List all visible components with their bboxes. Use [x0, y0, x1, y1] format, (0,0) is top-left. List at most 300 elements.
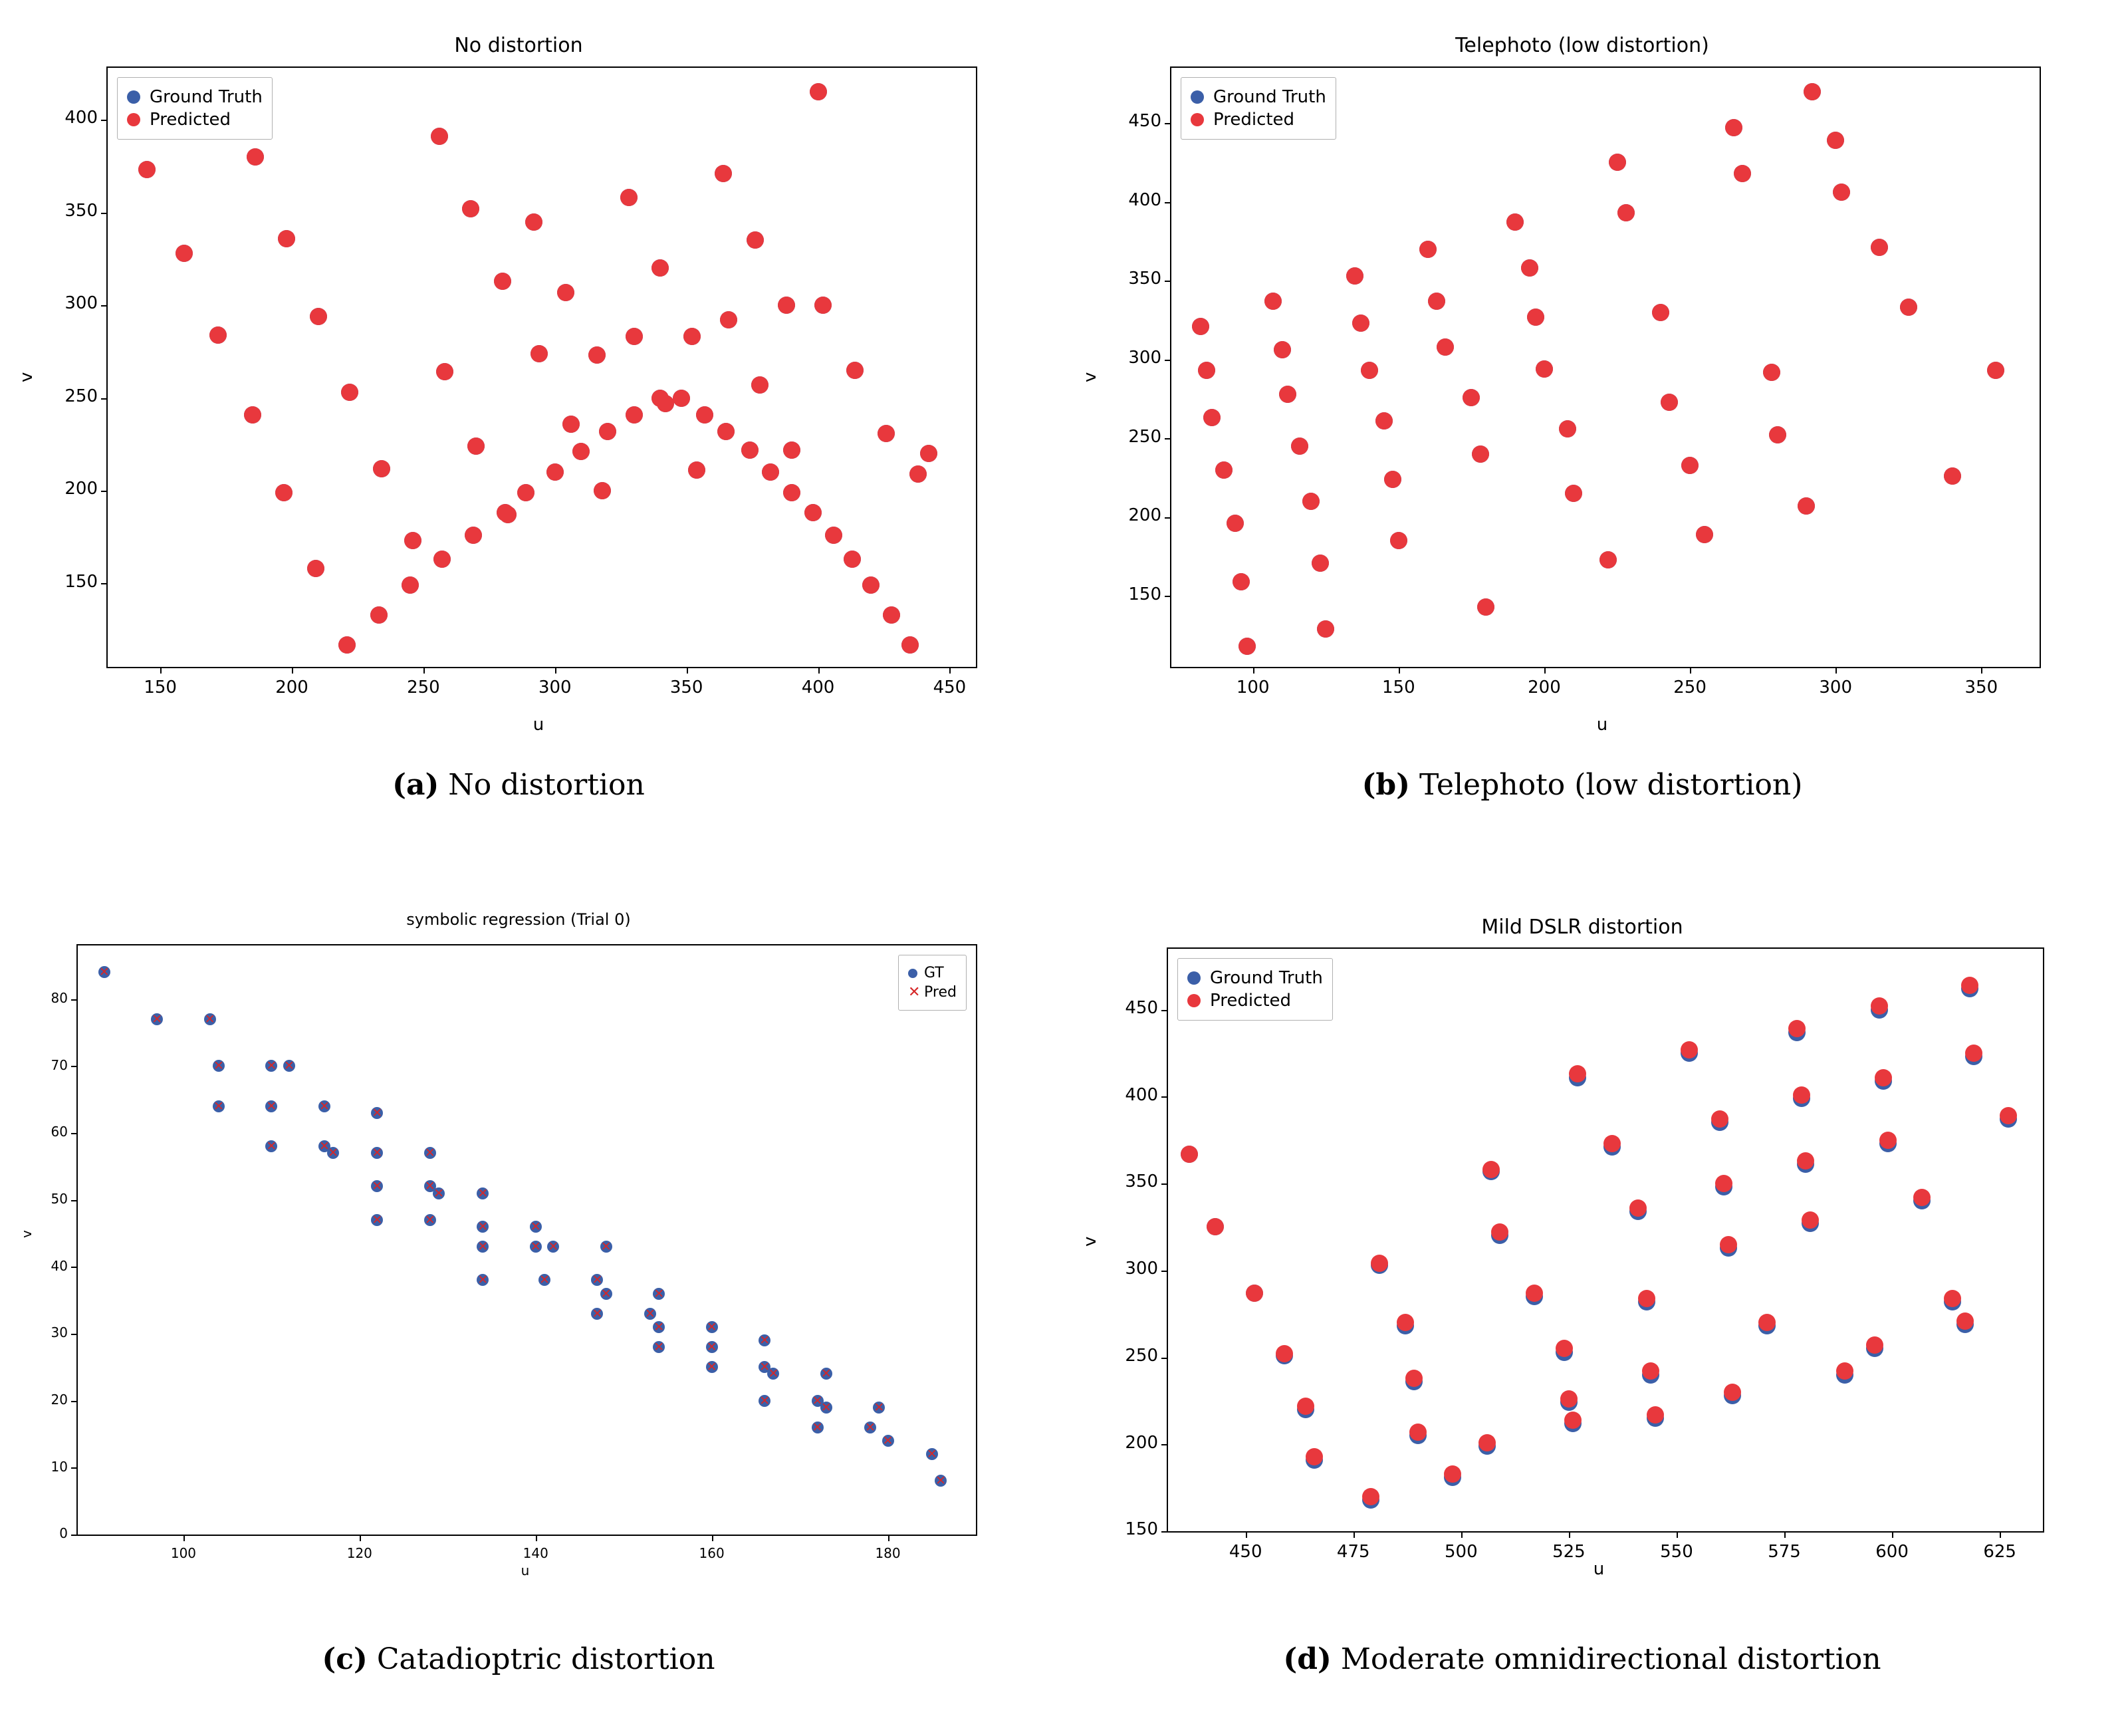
- data-point: [209, 326, 227, 344]
- data-point: [1384, 471, 1401, 488]
- panel-b: [1064, 0, 2101, 858]
- data-point: [1192, 318, 1209, 335]
- y-tick-label: 450: [1125, 997, 1158, 1018]
- y-tick-label: 350: [1125, 1172, 1158, 1192]
- data-point: ✕: [328, 1146, 339, 1161]
- y-tick-label: 250: [1125, 1345, 1158, 1366]
- caption-c: [0, 1642, 1037, 1676]
- y-tick-label: 0: [59, 1525, 68, 1542]
- data-point: ✕: [477, 1273, 489, 1288]
- data-point: [436, 363, 453, 380]
- data-point: ✕: [812, 1393, 823, 1408]
- data-point: [1638, 1290, 1655, 1307]
- data-point: ✕: [706, 1319, 717, 1334]
- data-point: [1696, 526, 1713, 543]
- legend-d[interactable]: [1177, 958, 1333, 1021]
- data-point: [1661, 394, 1678, 411]
- data-point: [1599, 551, 1617, 568]
- x-tickmark: [1246, 1531, 1247, 1538]
- plot-area-d[interactable]: [1125, 947, 2044, 1562]
- x-tickmark: [1569, 1531, 1570, 1538]
- data-point: [1371, 1255, 1388, 1272]
- x-tick-label: 250: [407, 678, 440, 697]
- data-point: [1944, 1290, 1961, 1307]
- data-point: [846, 362, 864, 379]
- data-point: [844, 551, 861, 568]
- data-point: [338, 636, 356, 654]
- data-point: ✕: [706, 1360, 717, 1375]
- x-tickmark: [555, 667, 556, 674]
- data-point: [1827, 132, 1844, 149]
- y-tick-label: 300: [1125, 1259, 1158, 1279]
- data-point: [1444, 1465, 1461, 1483]
- legend-swatch-pred: ✕: [908, 983, 921, 1001]
- y-tick-label: 400: [1125, 1084, 1158, 1105]
- y-tick-label: 30: [51, 1324, 68, 1341]
- x-tick-label: 300: [538, 678, 572, 697]
- data-point: [1681, 1041, 1698, 1058]
- y-tick-label: 80: [51, 989, 68, 1006]
- data-point: [1215, 461, 1233, 479]
- data-point: [531, 345, 548, 362]
- data-point: [517, 484, 534, 501]
- data-point: [1871, 997, 1888, 1015]
- legend-swatch-predicted: [1187, 994, 1201, 1007]
- y-tick-label: 20: [51, 1392, 68, 1408]
- y-tickmark: [71, 1535, 78, 1536]
- data-point: [1564, 1412, 1582, 1429]
- data-point: [1198, 362, 1215, 379]
- data-point: ✕: [372, 1146, 383, 1161]
- data-point: [307, 560, 324, 577]
- x-tick-label: 350: [669, 678, 703, 697]
- data-point: ✕: [477, 1239, 489, 1255]
- y-tick-label: 400: [64, 108, 98, 128]
- y-tickmark: [71, 1401, 78, 1402]
- legend-a[interactable]: [117, 77, 273, 140]
- data-point: [1361, 362, 1378, 379]
- y-tickmark: [1161, 1358, 1168, 1359]
- x-tickmark: [1835, 667, 1837, 674]
- data-point: ✕: [424, 1146, 435, 1161]
- data-point: ✕: [424, 1179, 435, 1194]
- data-point: [465, 527, 482, 544]
- legend-label-ground-truth: Ground Truth: [1210, 968, 1323, 988]
- x-tick-label: 450: [933, 678, 967, 697]
- x-tickmark: [160, 667, 162, 674]
- data-point: ✕: [592, 1273, 603, 1288]
- data-point: ✕: [812, 1420, 823, 1435]
- y-tickmark: [1165, 281, 1171, 282]
- data-point: [1207, 1218, 1224, 1235]
- x-tick-label: 475: [1336, 1542, 1370, 1562]
- data-point: [778, 297, 795, 314]
- y-axis-label-b: v: [1080, 372, 1100, 382]
- legend-item-predicted: [1191, 110, 1326, 130]
- y-tickmark: [71, 1133, 78, 1134]
- data-point: [747, 231, 764, 249]
- data-point: [1203, 409, 1221, 426]
- x-axis-label-a: u: [532, 715, 544, 735]
- data-point: ✕: [424, 1212, 435, 1227]
- data-point: [696, 406, 713, 424]
- data-point: ✕: [283, 1058, 295, 1074]
- data-point: [883, 606, 900, 624]
- y-tickmark: [1161, 1531, 1168, 1533]
- data-point: ✕: [213, 1058, 224, 1074]
- plot-area-b[interactable]: [1128, 66, 2041, 697]
- legend-b[interactable]: [1181, 77, 1336, 140]
- data-point: [1804, 83, 1821, 100]
- x-tick-label: 600: [1875, 1542, 1909, 1562]
- data-point: [1477, 598, 1494, 616]
- data-point: [404, 532, 421, 549]
- x-tick-label: 100: [170, 1545, 197, 1561]
- data-point: [1302, 493, 1320, 510]
- x-tickmark: [818, 667, 820, 674]
- data-point: [1879, 1132, 1897, 1149]
- data-point: ✕: [820, 1400, 832, 1415]
- legend-c[interactable]: [898, 955, 967, 1011]
- legend-label-ground-truth: Ground Truth: [150, 87, 263, 107]
- data-point: [620, 189, 638, 206]
- legend-item-ground-truth: [1187, 968, 1323, 988]
- x-tick-label: 120: [346, 1545, 372, 1561]
- y-tickmark: [101, 583, 108, 584]
- data-point: [1397, 1314, 1414, 1331]
- data-point: [1802, 1211, 1819, 1229]
- y-tickmark: [101, 120, 108, 121]
- data-point: [1560, 1390, 1578, 1408]
- plot-area-a[interactable]: [64, 66, 977, 697]
- data-point: ✕: [98, 965, 110, 980]
- data-point: [1720, 1236, 1737, 1253]
- data-point: [2000, 1107, 2017, 1124]
- data-point: ✕: [653, 1340, 665, 1355]
- legend-swatch-ground-truth: [1191, 90, 1204, 104]
- data-point: [1274, 341, 1291, 358]
- x-tickmark: [423, 667, 425, 674]
- caption-c-label: (c): [322, 1642, 368, 1676]
- y-tick-label: 400: [1128, 189, 1161, 210]
- y-axis-label-a: v: [17, 372, 37, 382]
- y-tick-label: 350: [64, 200, 98, 221]
- x-tick-label: 100: [1236, 678, 1270, 697]
- data-point: [594, 482, 611, 499]
- x-tickmark: [1354, 1531, 1355, 1538]
- data-point: [783, 484, 800, 501]
- data-point: [467, 437, 485, 455]
- x-axis-label-c: u: [521, 1562, 530, 1578]
- x-tick-label: 200: [1528, 678, 1561, 697]
- data-point: [525, 213, 542, 231]
- data-point: [651, 259, 669, 277]
- x-tick-label: 160: [699, 1545, 725, 1561]
- data-point: [1609, 154, 1626, 171]
- data-point: [715, 165, 732, 182]
- data-point: [683, 328, 701, 345]
- y-tickmark: [101, 213, 108, 214]
- y-tick-label: 50: [51, 1190, 68, 1207]
- x-tickmark: [2000, 1531, 2001, 1538]
- legend-item-predicted: [1187, 991, 1323, 1011]
- data-point: [814, 297, 832, 314]
- legend-item-predicted: [127, 110, 263, 130]
- chart-title-d-line1: Mild DSLR distortion: [1481, 915, 1683, 939]
- data-point: [499, 506, 517, 523]
- data-point: [1569, 1065, 1586, 1082]
- data-point: [1734, 165, 1751, 182]
- data-point: ✕: [372, 1105, 383, 1120]
- data-point: [1181, 1146, 1198, 1163]
- data-point: [804, 504, 822, 521]
- data-point: [1565, 485, 1582, 502]
- data-point: [720, 311, 737, 328]
- data-point: [310, 308, 327, 325]
- y-tickmark: [1165, 438, 1171, 439]
- data-point: ✕: [759, 1360, 770, 1375]
- y-tick-label: 300: [1128, 347, 1161, 368]
- x-tick-label: 250: [1673, 678, 1707, 697]
- x-tick-label: 150: [144, 678, 177, 697]
- data-point: ✕: [266, 1058, 277, 1074]
- x-tick-label: 150: [1382, 678, 1415, 697]
- data-point: [138, 161, 156, 178]
- data-point: [626, 328, 643, 345]
- data-point: [1437, 338, 1454, 356]
- y-tickmark: [1165, 202, 1171, 203]
- panel-a: [0, 0, 1037, 858]
- data-point: ✕: [152, 1011, 163, 1027]
- y-tick-label: 250: [64, 386, 98, 406]
- y-tickmark: [71, 1467, 78, 1469]
- x-tickmark: [1461, 1531, 1463, 1538]
- y-tickmark: [101, 305, 108, 307]
- x-tickmark: [1690, 667, 1691, 674]
- x-tickmark: [687, 667, 688, 674]
- data-point: ✕: [706, 1340, 717, 1355]
- plot-area-c[interactable]: [51, 944, 977, 1561]
- data-point: [741, 441, 759, 459]
- y-tickmark: [1165, 123, 1171, 124]
- x-axis-label-d: u: [1593, 1559, 1605, 1579]
- data-point: [1297, 1398, 1314, 1415]
- x-tickmark: [536, 1535, 537, 1541]
- caption-d-label: (d): [1283, 1642, 1332, 1676]
- data-point: [657, 395, 674, 412]
- y-tickmark: [101, 491, 108, 492]
- panel-d: [1064, 884, 2101, 1636]
- data-point: [1352, 314, 1369, 332]
- legend-label-pred: Pred: [924, 984, 957, 1001]
- legend-swatch-predicted: [127, 113, 140, 126]
- data-point: [1711, 1110, 1728, 1128]
- data-point: [1478, 1434, 1496, 1451]
- data-point: [572, 443, 590, 460]
- y-tickmark: [1161, 1183, 1168, 1185]
- y-tick-label: 300: [64, 293, 98, 314]
- data-point: ✕: [318, 1098, 330, 1114]
- data-point: [1944, 467, 1961, 485]
- data-point: ✕: [548, 1239, 559, 1255]
- data-point: [244, 406, 261, 424]
- caption-a: [0, 768, 1037, 802]
- data-point: ✕: [645, 1306, 655, 1321]
- x-tick-label: 180: [875, 1545, 901, 1561]
- data-point: ✕: [266, 1098, 277, 1114]
- caption-b-text: Telephoto (low distortion): [1419, 768, 1803, 802]
- data-point: [462, 200, 479, 217]
- data-point: [1419, 241, 1437, 258]
- x-axis-label-b: u: [1596, 715, 1608, 735]
- x-tickmark: [1892, 1531, 1893, 1538]
- y-tick-label: 70: [51, 1056, 68, 1073]
- x-tickmark: [1677, 1531, 1678, 1538]
- data-point: [1428, 293, 1445, 310]
- data-point: ✕: [318, 1139, 330, 1154]
- caption-a-label: (a): [392, 768, 439, 802]
- y-tickmark: [1165, 360, 1171, 361]
- data-point: [1559, 420, 1576, 437]
- y-tick-label: 200: [1125, 1432, 1158, 1453]
- data-point: ✕: [759, 1393, 770, 1408]
- data-point: ✕: [935, 1473, 946, 1489]
- data-point: ✕: [759, 1333, 770, 1348]
- data-point: [1264, 293, 1282, 310]
- data-point: ✕: [820, 1366, 832, 1382]
- data-point: ✕: [600, 1286, 612, 1301]
- data-point: [1472, 445, 1489, 463]
- data-point: ✕: [882, 1433, 893, 1449]
- data-point: [599, 423, 616, 440]
- panel-c: [0, 884, 1037, 1636]
- caption-d: [1064, 1642, 2101, 1676]
- data-point: ✕: [539, 1273, 550, 1288]
- data-point: [494, 273, 511, 290]
- data-point: [1405, 1370, 1423, 1387]
- data-point: [1521, 259, 1538, 277]
- data-point: [1526, 1285, 1543, 1302]
- data-point: [1681, 457, 1699, 474]
- data-point: [1900, 299, 1917, 316]
- y-tickmark: [1161, 1271, 1168, 1272]
- legend-item-ground-truth: [127, 87, 263, 107]
- data-point: ✕: [592, 1306, 603, 1321]
- y-tickmark: [1165, 596, 1171, 597]
- y-tickmark: [71, 1200, 78, 1201]
- caption-a-text: No distortion: [448, 768, 645, 802]
- x-tickmark: [1253, 667, 1254, 674]
- caption-d-text: Moderate omnidirectional distortion: [1340, 1642, 1881, 1676]
- x-tickmark: [1544, 667, 1546, 674]
- y-tickmark: [101, 398, 108, 400]
- y-tick-label: 150: [64, 571, 98, 592]
- x-tick-label: 550: [1660, 1542, 1693, 1562]
- data-point: [562, 416, 580, 433]
- x-tick-label: 140: [523, 1545, 548, 1561]
- legend-swatch-predicted: [1191, 113, 1204, 126]
- y-tick-label: 450: [1128, 111, 1161, 132]
- data-point: [920, 445, 937, 462]
- data-point: [1956, 1312, 1974, 1330]
- data-point: [626, 406, 643, 424]
- data-point: [370, 606, 388, 624]
- legend-swatch-ground-truth: [1187, 971, 1201, 985]
- x-tickmark: [183, 1535, 185, 1541]
- data-point: [275, 484, 293, 501]
- y-tickmark: [71, 1066, 78, 1067]
- data-point: [1317, 620, 1334, 638]
- x-tick-label: 400: [801, 678, 835, 697]
- y-axis-label-c: v: [19, 1230, 35, 1238]
- x-tick-label: 500: [1444, 1542, 1478, 1562]
- legend-item-gt: [908, 965, 957, 981]
- y-tickmark: [71, 999, 78, 1001]
- data-point: [341, 384, 358, 401]
- data-point: [1724, 1384, 1741, 1401]
- data-point: [1833, 184, 1850, 201]
- data-point: ✕: [653, 1286, 665, 1301]
- data-point: [373, 460, 390, 477]
- data-point: ✕: [530, 1239, 541, 1255]
- y-tickmark: [1161, 1096, 1168, 1098]
- data-point: [1647, 1406, 1664, 1424]
- x-tick-label: 200: [275, 678, 308, 697]
- data-point: [688, 461, 705, 479]
- x-tickmark: [292, 667, 293, 674]
- x-tickmark: [949, 667, 951, 674]
- y-tickmark: [71, 1267, 78, 1268]
- data-point: ✕: [372, 1212, 383, 1227]
- data-point: [878, 425, 895, 442]
- x-tick-label: 525: [1552, 1542, 1586, 1562]
- y-tick-label: 150: [1128, 584, 1161, 604]
- data-point: [1239, 638, 1256, 655]
- data-point: [1652, 304, 1669, 321]
- chart-title-a-line1: No distortion: [454, 33, 583, 57]
- y-tickmark: [1165, 517, 1171, 519]
- data-point: ✕: [477, 1219, 489, 1234]
- x-tick-label: 575: [1768, 1542, 1801, 1562]
- legend-swatch-gt: [908, 969, 917, 978]
- data-point: [1227, 515, 1244, 532]
- data-point: [1312, 555, 1329, 572]
- data-point: [1763, 364, 1780, 381]
- data-point: [1375, 412, 1393, 430]
- data-point: [1346, 267, 1363, 285]
- data-point: [1798, 497, 1815, 515]
- data-point: ✕: [266, 1139, 277, 1154]
- data-point: [433, 551, 451, 568]
- data-point: [1527, 309, 1544, 326]
- data-point: [1246, 1285, 1263, 1302]
- x-tickmark: [712, 1535, 713, 1541]
- data-point: ✕: [530, 1219, 541, 1234]
- y-tickmark: [1161, 1444, 1168, 1445]
- data-point: ✕: [213, 1098, 224, 1114]
- chart-title-c-line1: symbolic regression (Trial 0): [406, 910, 631, 930]
- data-point: [1725, 119, 1742, 136]
- data-point: [1506, 213, 1524, 231]
- x-tickmark: [1784, 1531, 1786, 1538]
- data-point: [1409, 1424, 1427, 1441]
- data-point: [751, 376, 768, 394]
- data-point: [717, 423, 735, 440]
- data-point: [1769, 426, 1786, 443]
- data-point: [673, 390, 690, 407]
- data-point: ✕: [433, 1185, 444, 1201]
- data-point: [1629, 1199, 1647, 1217]
